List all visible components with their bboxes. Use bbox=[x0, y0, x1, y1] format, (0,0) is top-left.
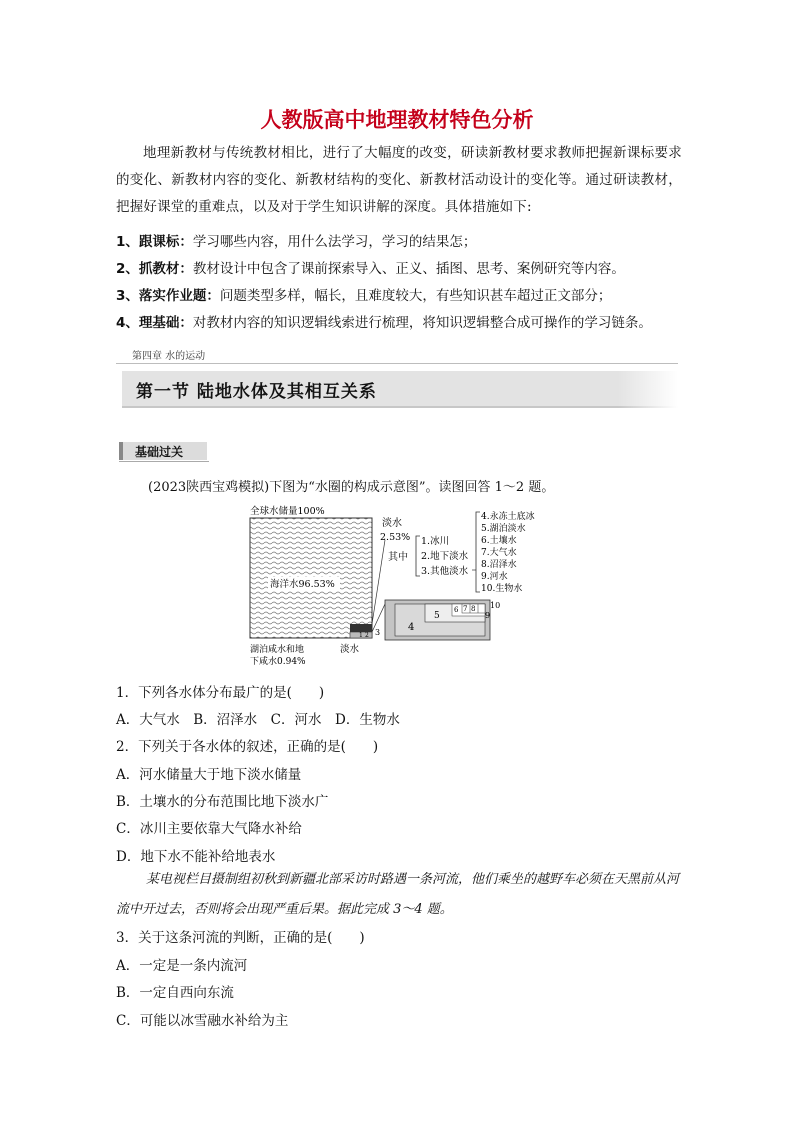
salt-label: 湖泊咸水和地 bbox=[250, 645, 305, 655]
other-item: 10.生物水 bbox=[481, 584, 523, 594]
figure-intro: (2023陕西宝鸡模拟)下图为“水圈的构成示意图”。读图回答 1～2 题。 bbox=[148, 480, 555, 495]
ocean-label: 海洋水96.53% bbox=[270, 579, 335, 590]
measure-label: 1、跟课标： bbox=[116, 234, 193, 250]
option: C．冰川主要依靠大气降水补给 bbox=[116, 821, 302, 837]
other-item: 8.沼泽水 bbox=[481, 560, 517, 570]
salt-label: 下咸水0.94% bbox=[250, 657, 306, 667]
measure-label: 3、落实作业题： bbox=[116, 288, 220, 304]
section-title-bar bbox=[122, 371, 678, 408]
box-num-8: 8 bbox=[471, 605, 476, 613]
other-item: 6.土壤水 bbox=[481, 536, 517, 546]
option: B．土壤水的分布范围比地下淡水广 bbox=[116, 794, 329, 810]
measure-item bbox=[116, 313, 652, 333]
chapter-label: 第四章 水的运动 bbox=[132, 351, 206, 362]
question-1: 1．下列各水体分布最广的是( ) bbox=[116, 685, 325, 701]
other-item: 4.永冻土底冰 bbox=[481, 512, 535, 522]
section-tag-underline bbox=[119, 461, 209, 462]
global-label: 全球水储量100% bbox=[250, 506, 325, 517]
other-item: 9.河水 bbox=[481, 572, 508, 582]
measure-text: 问题类型多样，幅长，且难度较大，有些知识甚车超过正文部分； bbox=[219, 288, 612, 304]
box-num-7: 7 bbox=[463, 605, 468, 613]
chapter-divider bbox=[116, 363, 678, 364]
fresh-item: 1.冰川 bbox=[421, 536, 450, 547]
fresh-bottom-label: 淡水 bbox=[340, 644, 360, 655]
salt-block bbox=[350, 624, 372, 632]
measure-text: 对教材内容的知识逻辑线索进行梳理，将知识逻辑整合成可操作的学习链条。 bbox=[192, 315, 652, 331]
box-num-10: 10 bbox=[490, 601, 501, 610]
box-num-3: 3 bbox=[375, 628, 381, 637]
page-title: 人教版高中地理教材特色分析 bbox=[260, 108, 534, 132]
option: B．一定自西向东流 bbox=[116, 985, 234, 1001]
measure-item bbox=[116, 232, 476, 252]
fresh-percent: 2.53% bbox=[380, 532, 411, 543]
option: D．地下水不能补给地表水 bbox=[116, 849, 276, 865]
option: C．可能以冰雪融水补给为主 bbox=[116, 1013, 289, 1029]
question-3: 3．关于这条河流的判断，正确的是( ) bbox=[116, 930, 365, 946]
hydrosphere-diagram bbox=[240, 500, 560, 670]
fresh-item: 2.地下淡水 bbox=[421, 551, 469, 562]
measure-text: 教材设计中包含了课前探索导入、正义、插图、思考、案例研究等内容。 bbox=[192, 261, 625, 277]
box-num-6: 6 bbox=[454, 606, 459, 614]
box-num-4: 4 bbox=[408, 622, 415, 633]
option: A．河水储量大于地下淡水储量 bbox=[116, 767, 302, 783]
fresh-item: 3.其他淡水 bbox=[421, 566, 469, 577]
section-tag-label: 基础过关 bbox=[135, 445, 184, 459]
measure-label: 4、理基础： bbox=[116, 315, 193, 331]
box-num-5: 5 bbox=[434, 611, 440, 621]
reading-passage: 某电视栏目摄制组初秋到新疆北部采访时路遇一条河流，他们乘坐的越野车必须在天黑前从河流中开过去，否则将会出现严重后果。据此完成 3～4 题。 bbox=[116, 872, 680, 917]
option: A．一定是一条内流河 bbox=[116, 958, 248, 974]
other-item: 7.大气水 bbox=[481, 548, 517, 558]
question-2: 2．下列关于各水体的叙述，正确的是( ) bbox=[116, 739, 379, 755]
other-item: 5.湖泊淡水 bbox=[481, 524, 526, 534]
box-num-9: 9 bbox=[485, 611, 491, 620]
qizhong-label: 其中 bbox=[388, 552, 408, 563]
box-num-2: 2 bbox=[365, 632, 369, 639]
section-title: 第一节 陆地水体及其相互关系 bbox=[136, 382, 377, 402]
measure-item bbox=[116, 286, 611, 306]
fresh-label: 淡水 bbox=[382, 518, 402, 529]
measure-label: 2、抓教材： bbox=[116, 261, 193, 277]
intro-paragraph: 地理新教材与传统教材相比，进行了大幅度的改变，研读新教材要求教师把握新课标要求的变化、新教材内容的变化、新教材结构的变化、新教材活动设计的变化等。通过研读教材，把握好课堂的重难点，以及对于学生知识讲解的深度。具体措施如下: bbox=[116, 145, 682, 215]
section-tag bbox=[119, 442, 207, 460]
measure-text: 学习哪些内容，用什么法学习，学习的结果怎； bbox=[192, 234, 477, 250]
question-1-options: A．大气水 B．沼泽水 C．河水 D．生物水 bbox=[116, 712, 400, 728]
chapter-header bbox=[116, 341, 678, 411]
measure-item bbox=[116, 259, 625, 279]
box-num-1: 1 bbox=[359, 632, 363, 639]
